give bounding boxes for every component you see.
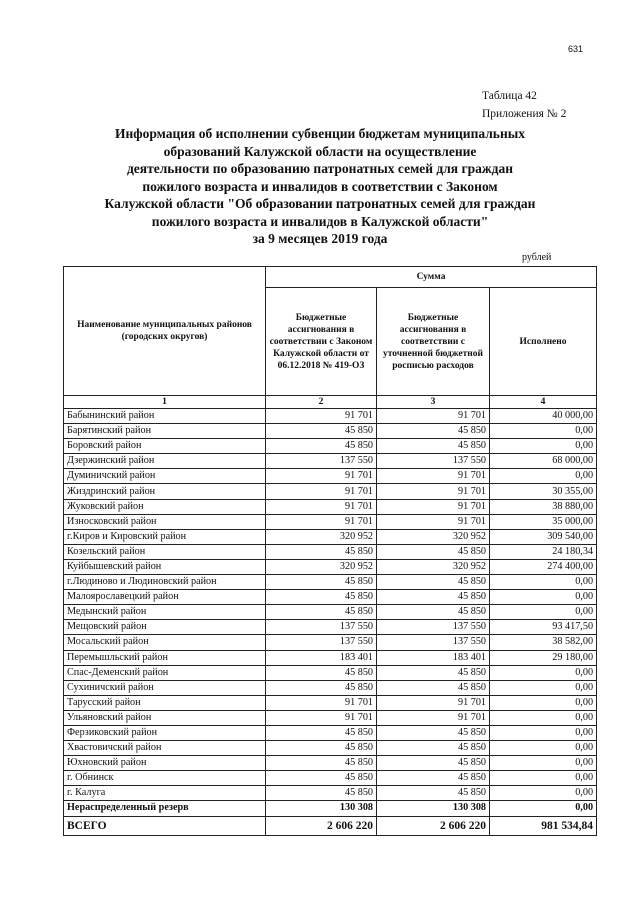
executed-cell: 24 180,34 — [490, 544, 597, 559]
executed-cell: 29 180,00 — [490, 650, 597, 665]
budget-law-cell: 130 308 — [266, 801, 377, 816]
budget-revised-cell: 91 701 — [377, 710, 490, 725]
document-title — [60, 125, 580, 248]
district-name-cell: Ферзиковский район — [64, 725, 266, 740]
title-line: образований Калужской области на осуществление — [163, 143, 477, 159]
district-name-cell: Ульяновский район — [64, 710, 266, 725]
table-row — [64, 741, 597, 756]
district-name-cell: Думиничский район — [64, 469, 266, 484]
budget-law-cell: 137 550 — [266, 635, 377, 650]
budget-law-cell: 91 701 — [266, 409, 377, 424]
budget-revised-cell: 137 550 — [377, 635, 490, 650]
table-row — [64, 650, 597, 665]
district-name-cell: Боровский район — [64, 439, 266, 454]
budget-revised-cell: 183 401 — [377, 650, 490, 665]
budget-law-cell: 91 701 — [266, 514, 377, 529]
units-label: рублей — [522, 252, 552, 263]
executed-cell: 0,00 — [490, 590, 597, 605]
header-num-1: 1 — [64, 396, 266, 409]
header-col4: Исполнено — [490, 288, 597, 396]
district-name-cell: Малоярославецкий район — [64, 590, 266, 605]
header-num-4: 4 — [490, 396, 597, 409]
appendix-label: Приложения № 2 — [482, 108, 567, 120]
header-num-2: 2 — [266, 396, 377, 409]
table-row — [64, 710, 597, 725]
budget-law-cell: 91 701 — [266, 695, 377, 710]
table-row — [64, 469, 597, 484]
budget-revised-cell: 45 850 — [377, 786, 490, 801]
executed-cell: 0,00 — [490, 605, 597, 620]
budget-revised-cell: 45 850 — [377, 590, 490, 605]
header-col3: Бюджетные ассигнования в соответствии с уточненной бюджетной росписью расходов — [377, 288, 490, 396]
district-name-cell: Хвастовичский район — [64, 741, 266, 756]
executed-cell: 0,00 — [490, 710, 597, 725]
district-name-cell: Юхновский район — [64, 756, 266, 771]
district-name-cell: Жуковский район — [64, 499, 266, 514]
executed-cell: 38 880,00 — [490, 499, 597, 514]
executed-cell: 0,00 — [490, 665, 597, 680]
budget-revised-cell: 320 952 — [377, 529, 490, 544]
table-row — [64, 605, 597, 620]
executed-cell: 68 000,00 — [490, 454, 597, 469]
district-name-cell: Нераспределенный резерв — [64, 801, 266, 816]
budget-law-cell: 45 850 — [266, 680, 377, 695]
budget-law-cell: 45 850 — [266, 771, 377, 786]
table-row — [64, 424, 597, 439]
district-name-cell: Сухиничский район — [64, 680, 266, 695]
executed-cell: 309 540,00 — [490, 529, 597, 544]
district-name-cell: Износковский район — [64, 514, 266, 529]
budget-law-cell: 45 850 — [266, 544, 377, 559]
table-row — [64, 499, 597, 514]
budget-law-cell: 45 850 — [266, 725, 377, 740]
table-row — [64, 409, 597, 424]
page-number: 631 — [568, 44, 584, 54]
total-row — [64, 816, 597, 835]
district-name-cell: Дзержинский район — [64, 454, 266, 469]
table-row — [64, 590, 597, 605]
executed-cell: 0,00 — [490, 424, 597, 439]
budget-law-cell: 320 952 — [266, 529, 377, 544]
district-name-cell: г. Калуга — [64, 786, 266, 801]
budget-law-cell: 137 550 — [266, 454, 377, 469]
district-name-cell: Тарусский район — [64, 695, 266, 710]
district-name-cell: Мосальский район — [64, 635, 266, 650]
executed-cell: 30 355,00 — [490, 484, 597, 499]
executed-cell: 0,00 — [490, 801, 597, 816]
budget-law-cell: 2 606 220 — [266, 816, 377, 835]
budget-revised-cell: 91 701 — [377, 469, 490, 484]
budget-revised-cell: 45 850 — [377, 605, 490, 620]
budget-law-cell: 45 850 — [266, 786, 377, 801]
budget-revised-cell: 137 550 — [377, 454, 490, 469]
budget-revised-cell: 91 701 — [377, 514, 490, 529]
table-row — [64, 484, 597, 499]
budget-revised-cell: 45 850 — [377, 424, 490, 439]
budget-revised-cell: 45 850 — [377, 665, 490, 680]
executed-cell: 0,00 — [490, 439, 597, 454]
budget-revised-cell: 137 550 — [377, 620, 490, 635]
table-row — [64, 695, 597, 710]
header-num-3: 3 — [377, 396, 490, 409]
district-name-cell: Барятинский район — [64, 424, 266, 439]
budget-revised-cell: 91 701 — [377, 499, 490, 514]
reserve-row — [64, 801, 597, 816]
table-row — [64, 771, 597, 786]
budget-law-cell: 91 701 — [266, 710, 377, 725]
district-name-cell: Медынский район — [64, 605, 266, 620]
executed-cell: 35 000,00 — [490, 514, 597, 529]
title-line: за 9 месяцев 2019 года — [252, 231, 388, 246]
budget-law-cell: 45 850 — [266, 756, 377, 771]
district-name-cell: г.Киров и Кировский район — [64, 529, 266, 544]
budget-revised-cell: 91 701 — [377, 695, 490, 710]
budget-law-cell: 320 952 — [266, 559, 377, 574]
budget-revised-cell: 45 850 — [377, 771, 490, 786]
district-name-cell: г. Обнинск — [64, 771, 266, 786]
executed-cell: 0,00 — [490, 771, 597, 786]
table-row — [64, 439, 597, 454]
budget-law-cell: 137 550 — [266, 620, 377, 635]
district-name-cell: Жиздринский район — [64, 484, 266, 499]
budget-revised-cell: 45 850 — [377, 544, 490, 559]
district-name-cell: Мещовский район — [64, 620, 266, 635]
executed-cell: 0,00 — [490, 575, 597, 590]
title-line: пожилого возраста и инвалидов в Калужской области" — [151, 213, 489, 229]
executed-cell: 93 417,50 — [490, 620, 597, 635]
table-row — [64, 620, 597, 635]
budget-revised-cell: 130 308 — [377, 801, 490, 816]
district-name-cell: Куйбышевский район — [64, 559, 266, 574]
table-row — [64, 680, 597, 695]
table-body — [64, 409, 597, 836]
executed-cell: 0,00 — [490, 725, 597, 740]
district-name-cell: Бабынинский район — [64, 409, 266, 424]
table-row — [64, 559, 597, 574]
table-row — [64, 575, 597, 590]
title-line: Калужской области "Об образовании патронатных семей для граждан — [104, 196, 536, 211]
budget-law-cell: 45 850 — [266, 575, 377, 590]
table-row — [64, 544, 597, 559]
district-name-cell: Спас-Деменский район — [64, 665, 266, 680]
table-row — [64, 725, 597, 740]
executed-cell: 40 000,00 — [490, 409, 597, 424]
district-name-cell: г.Людиново и Людиновский район — [64, 575, 266, 590]
budget-law-cell: 45 850 — [266, 439, 377, 454]
table-row — [64, 514, 597, 529]
budget-law-cell: 45 850 — [266, 424, 377, 439]
table-row — [64, 756, 597, 771]
budget-law-cell: 45 850 — [266, 590, 377, 605]
budget-revised-cell: 320 952 — [377, 559, 490, 574]
district-name-cell: ВСЕГО — [64, 816, 266, 835]
executed-cell: 981 534,84 — [490, 816, 597, 835]
executed-cell: 274 400,00 — [490, 559, 597, 574]
table-row — [64, 665, 597, 680]
executed-cell: 0,00 — [490, 469, 597, 484]
header-name-column: Наименование муниципальных районов (городских округов) — [64, 267, 266, 396]
table-row — [64, 786, 597, 801]
budget-revised-cell: 45 850 — [377, 680, 490, 695]
budget-law-cell: 91 701 — [266, 469, 377, 484]
budget-revised-cell: 45 850 — [377, 575, 490, 590]
title-line: Информация об исполнении субвенции бюджетам муниципальных — [114, 126, 526, 141]
table-row — [64, 635, 597, 650]
district-name-cell: Козельский район — [64, 544, 266, 559]
title-line: пожилого возраста и инвалидов в соответствии с Законом — [142, 178, 498, 194]
budget-revised-cell: 45 850 — [377, 725, 490, 740]
executed-cell: 0,00 — [490, 786, 597, 801]
budget-law-cell: 45 850 — [266, 741, 377, 756]
executed-cell: 0,00 — [490, 695, 597, 710]
budget-law-cell: 183 401 — [266, 650, 377, 665]
budget-revised-cell: 45 850 — [377, 741, 490, 756]
executed-cell: 0,00 — [490, 756, 597, 771]
table-label: Таблица 42 — [482, 90, 537, 102]
table-row — [64, 529, 597, 544]
title-line: деятельности по образованию патронатных семей для граждан — [126, 161, 514, 176]
budget-law-cell: 45 850 — [266, 605, 377, 620]
budget-revised-cell: 91 701 — [377, 484, 490, 499]
budget-revised-cell: 2 606 220 — [377, 816, 490, 835]
table-row — [64, 454, 597, 469]
header-col2: Бюджетные ассигнования в соответствии с Законом Калужской области от 06.12.2018 № 419-ОЗ — [266, 288, 377, 396]
subvention-table — [63, 266, 597, 836]
executed-cell: 0,00 — [490, 741, 597, 756]
budget-law-cell: 91 701 — [266, 484, 377, 499]
executed-cell: 38 582,00 — [490, 635, 597, 650]
budget-law-cell: 45 850 — [266, 665, 377, 680]
budget-revised-cell: 91 701 — [377, 409, 490, 424]
budget-law-cell: 91 701 — [266, 499, 377, 514]
district-name-cell: Перемышльский район — [64, 650, 266, 665]
budget-revised-cell: 45 850 — [377, 439, 490, 454]
header-sum-group: Сумма — [266, 267, 597, 288]
executed-cell: 0,00 — [490, 680, 597, 695]
budget-revised-cell: 45 850 — [377, 756, 490, 771]
